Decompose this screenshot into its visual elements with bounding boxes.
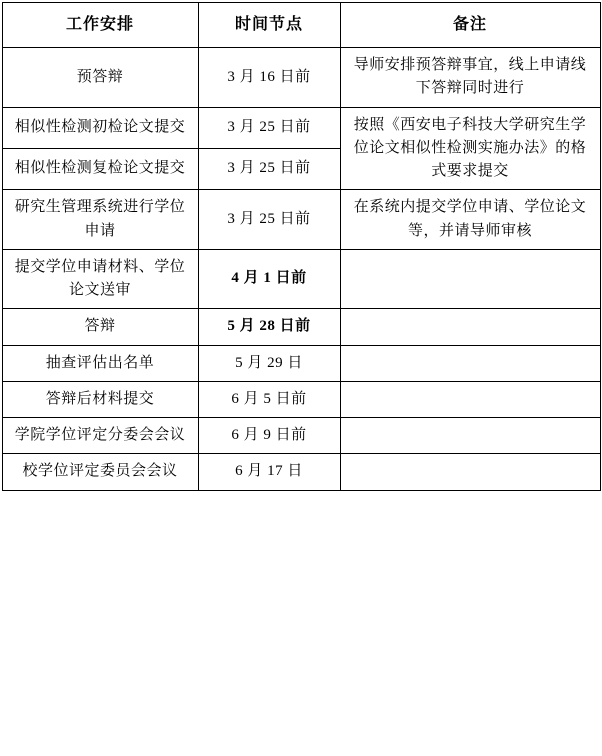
- table-row: [2, 345, 600, 381]
- cell-date: 3 月 25 日前: [198, 190, 340, 250]
- cell-task: 抽查评估出名单: [2, 345, 198, 381]
- column-header-note: 备注: [340, 3, 600, 48]
- cell-date: 5 月 29 日: [198, 345, 340, 381]
- cell-task: 相似性检测初检论文提交: [2, 107, 198, 148]
- cell-task: 校学位评定委员会会议: [2, 454, 198, 490]
- table-body: [2, 48, 600, 491]
- cell-note: [340, 249, 600, 309]
- cell-note: 按照《西安电子科技大学研究生学位论文相似性检测实施办法》的格式要求提交: [340, 107, 600, 190]
- table-row: [2, 249, 600, 309]
- cell-date: 5 月 28 日前: [198, 309, 340, 345]
- table-row: [2, 454, 600, 490]
- cell-note: [340, 309, 600, 345]
- column-header-task: 工作安排: [2, 3, 198, 48]
- cell-date: 3 月 16 日前: [198, 48, 340, 108]
- cell-date: 4 月 1 日前: [198, 249, 340, 309]
- cell-note: [340, 418, 600, 454]
- table-header: [2, 3, 600, 48]
- column-header-date: 时间节点: [198, 3, 340, 48]
- schedule-table: [2, 2, 601, 491]
- cell-task: 相似性检测复检论文提交: [2, 148, 198, 189]
- table-row: [2, 107, 600, 148]
- table-row: [2, 48, 600, 108]
- cell-task: 答辩: [2, 309, 198, 345]
- cell-date: 6 月 9 日前: [198, 418, 340, 454]
- table-row: [2, 309, 600, 345]
- cell-note: [340, 345, 600, 381]
- table-header-row: [2, 3, 600, 48]
- cell-task: 学院学位评定分委会会议: [2, 418, 198, 454]
- cell-note: [340, 381, 600, 417]
- cell-note: 在系统内提交学位申请、学位论文等，并请导师审核: [340, 190, 600, 250]
- cell-date: 6 月 17 日: [198, 454, 340, 490]
- table-row: [2, 418, 600, 454]
- cell-note: [340, 454, 600, 490]
- table-row: [2, 190, 600, 250]
- table-row: [2, 381, 600, 417]
- cell-task: 预答辩: [2, 48, 198, 108]
- cell-date: 6 月 5 日前: [198, 381, 340, 417]
- cell-note: 导师安排预答辩事宜，线上申请线下答辩同时进行: [340, 48, 600, 108]
- cell-task: 研究生管理系统进行学位申请: [2, 190, 198, 250]
- cell-task: 提交学位申请材料、学位论文送审: [2, 249, 198, 309]
- cell-task: 答辩后材料提交: [2, 381, 198, 417]
- cell-date: 3 月 25 日前: [198, 148, 340, 189]
- cell-date: 3 月 25 日前: [198, 107, 340, 148]
